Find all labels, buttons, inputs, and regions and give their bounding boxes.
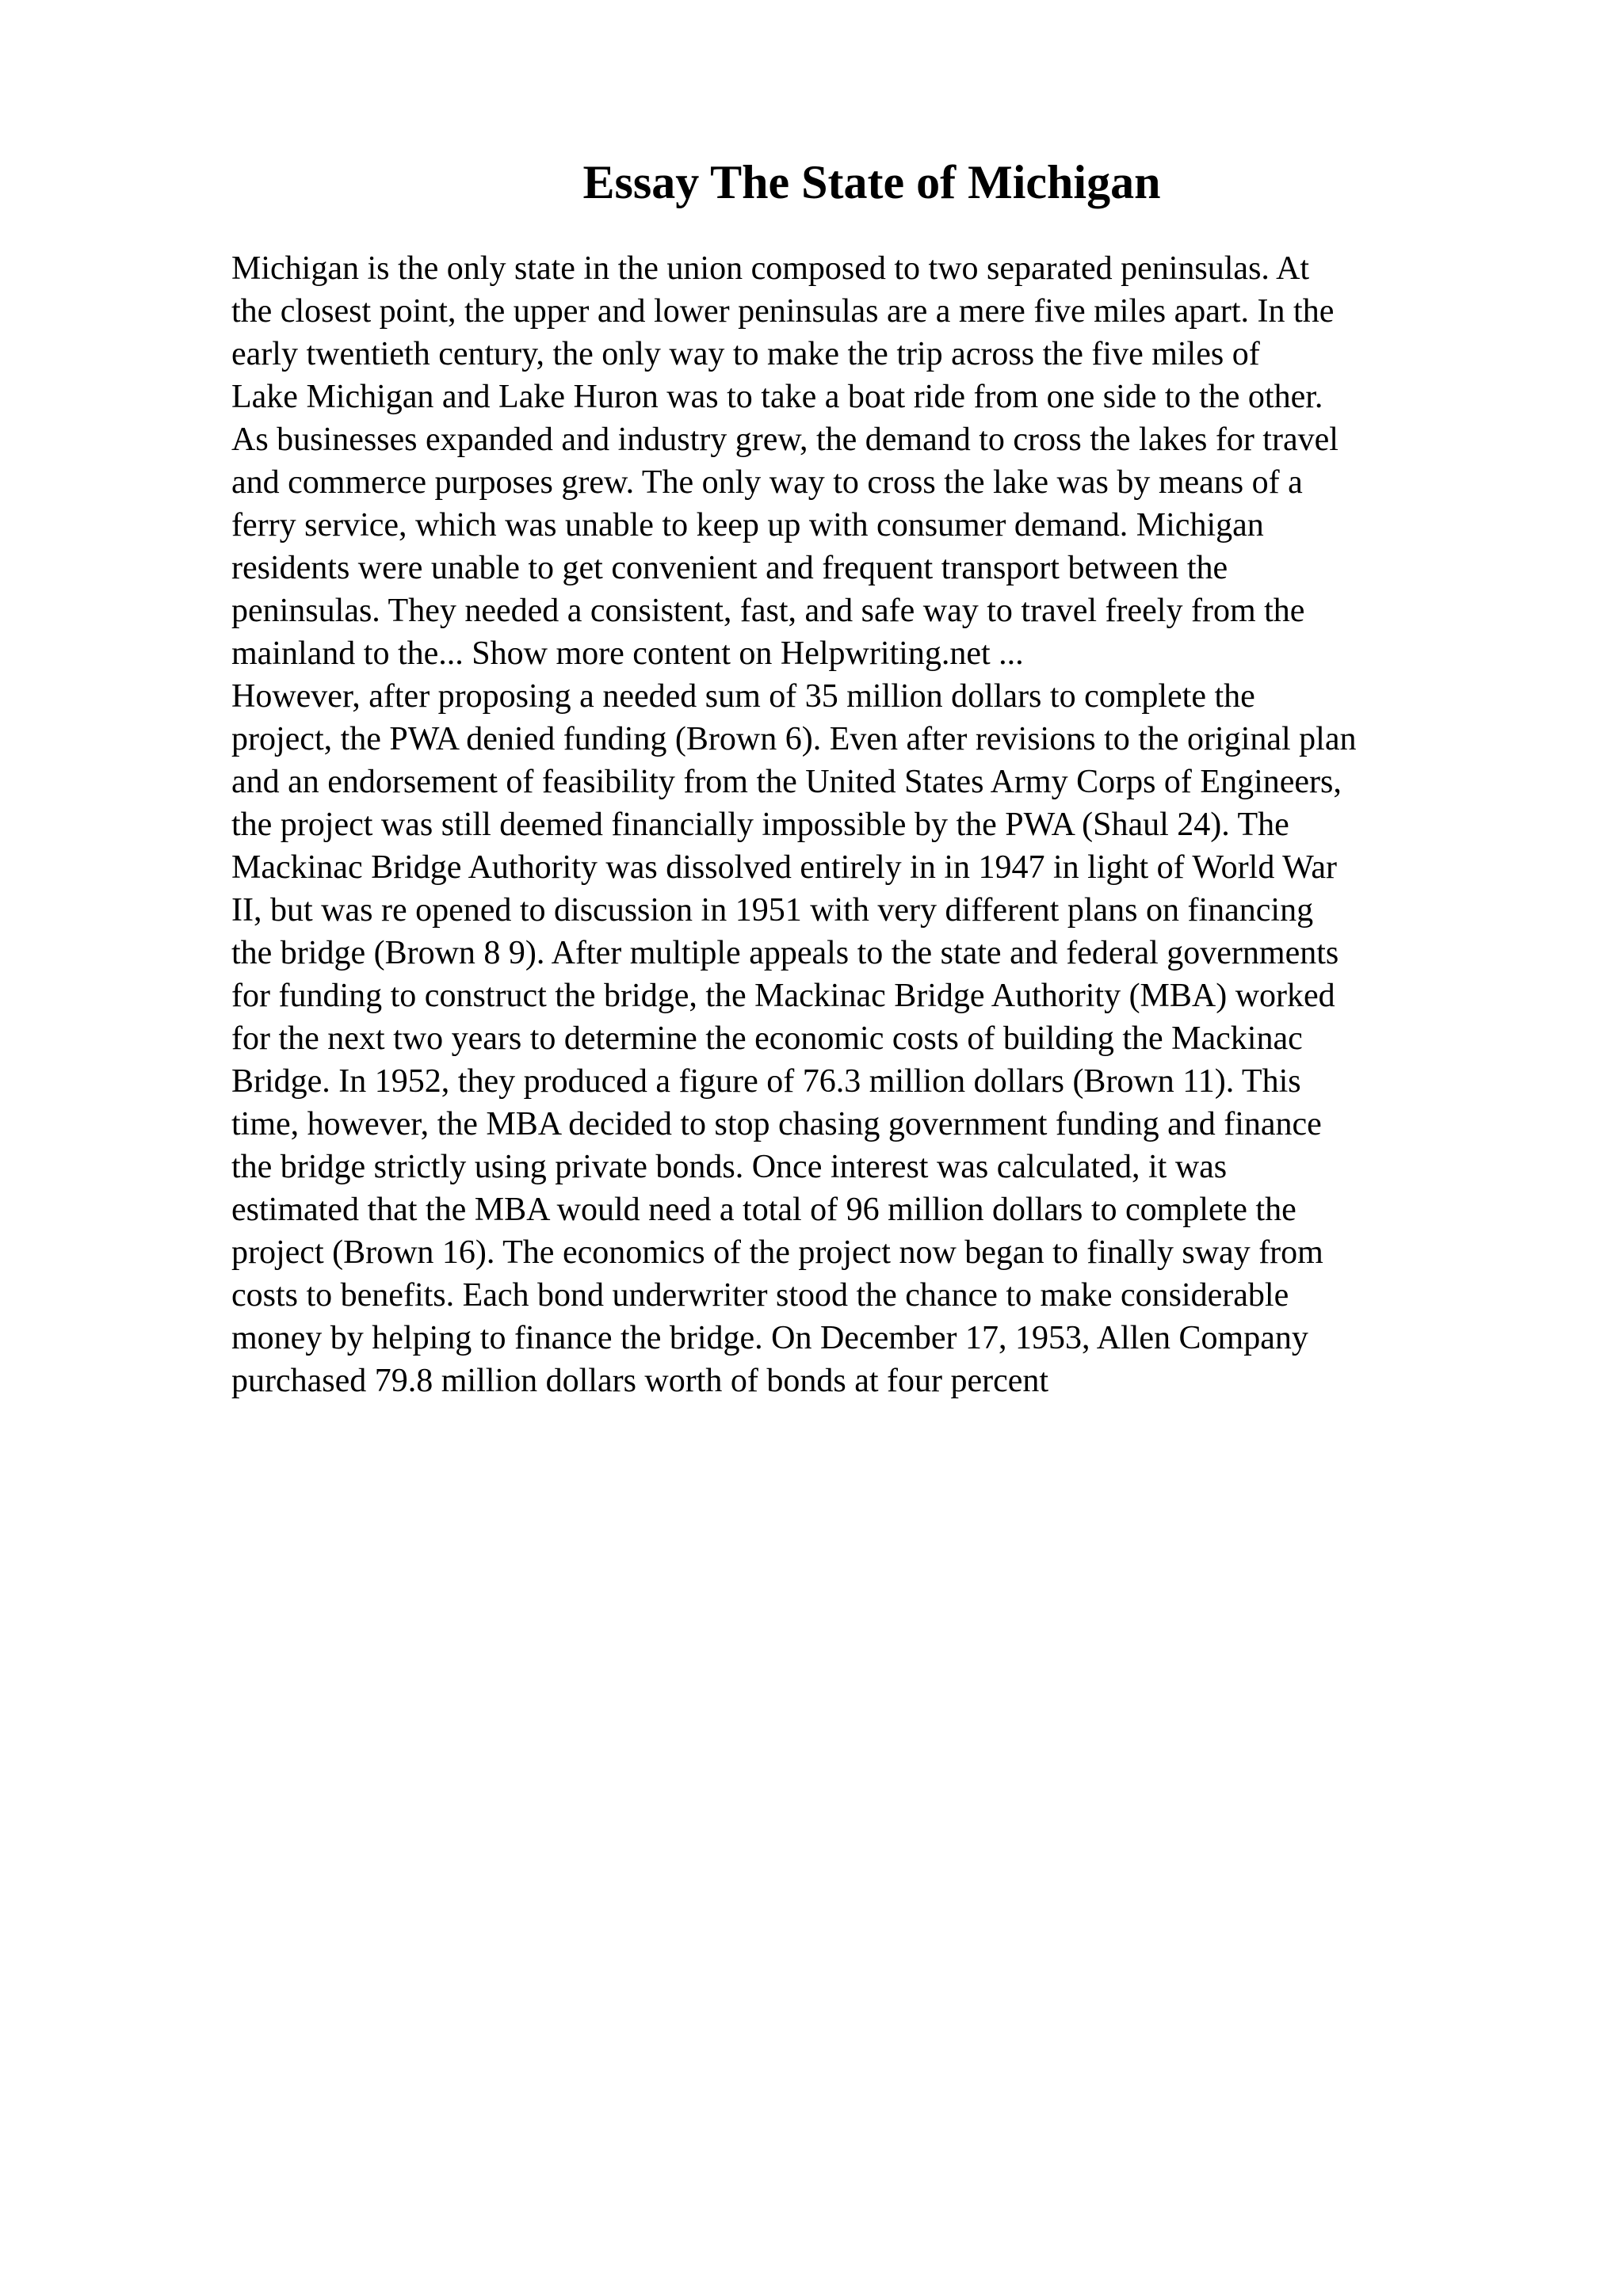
text-line: for the next two years to determine the economic costs of building the Mackinac	[231, 1020, 1303, 1057]
text-line: peninsulas. They needed a consistent, fast, and safe way to travel freely from the	[231, 593, 1305, 629]
text-line: Lake Michigan and Lake Huron was to take a boat ride from one side to the other.	[231, 379, 1323, 415]
text-line: purchased 79.8 million dollars worth of bonds at four percent	[231, 1363, 1049, 1399]
text-line: costs to benefits. Each bond underwriter stood the chance to make considerable	[231, 1277, 1289, 1314]
text-line: the bridge (Brown 8 9). After multiple appeals to the state and federal governments	[231, 935, 1339, 971]
text-line: and an endorsement of feasibility from the United States Army Corps of Engineers,	[231, 764, 1342, 800]
text-line: project, the PWA denied funding (Brown 6). Even after revisions to the original plan	[231, 721, 1357, 757]
text-line: and commerce purposes grew. The only way to cross the lake was by means of a	[231, 464, 1303, 501]
text-line: However, after proposing a needed sum of 35 million dollars to complete the	[231, 678, 1255, 715]
essay-body	[231, 247, 1579, 1402]
document-title: Essay The State of Michigan	[582, 156, 1161, 208]
text-line: estimated that the MBA would need a total of 96 million dollars to complete the	[231, 1192, 1296, 1228]
text-line: As businesses expanded and industry grew, the demand to cross the lakes for travel	[231, 421, 1338, 458]
text-line: the closest point, the upper and lower peninsulas are a mere five miles apart. In the	[231, 293, 1335, 330]
text-line: Michigan is the only state in the union composed to two separated peninsulas. At	[231, 250, 1310, 287]
text-line: residents were unable to get convenient and frequent transport between the	[231, 550, 1228, 586]
text-line: for funding to construct the bridge, the Mackinac Bridge Authority (MBA) worked	[231, 978, 1335, 1014]
text-line: ferry service, which was unable to keep up with consumer demand. Michigan	[231, 507, 1264, 543]
text-line: Mackinac Bridge Authority was dissolved entirely in in 1947 in light of World War	[231, 849, 1337, 886]
text-line: project (Brown 16). The economics of the project now began to finally sway from	[231, 1234, 1323, 1271]
text-line: time, however, the MBA decided to stop chasing government funding and finance	[231, 1106, 1322, 1142]
text-line: mainland to the... Show more content on Helpwriting.net ...	[231, 635, 1024, 672]
text-line: early twentieth century, the only way to make the trip across the five miles of	[231, 336, 1260, 372]
text-line: the bridge strictly using private bonds. Once interest was calculated, it was	[231, 1149, 1228, 1185]
text-line: money by helping to finance the bridge. On December 17, 1953, Allen Company	[231, 1320, 1308, 1356]
text-line: the project was still deemed financially impossible by the PWA (Shaul 24). The	[231, 807, 1289, 843]
text-line: II, but was re opened to discussion in 1951 with very different plans on financing	[231, 892, 1314, 929]
text-line: Bridge. In 1952, they produced a figure of 76.3 million dollars (Brown 11). This	[231, 1063, 1301, 1100]
